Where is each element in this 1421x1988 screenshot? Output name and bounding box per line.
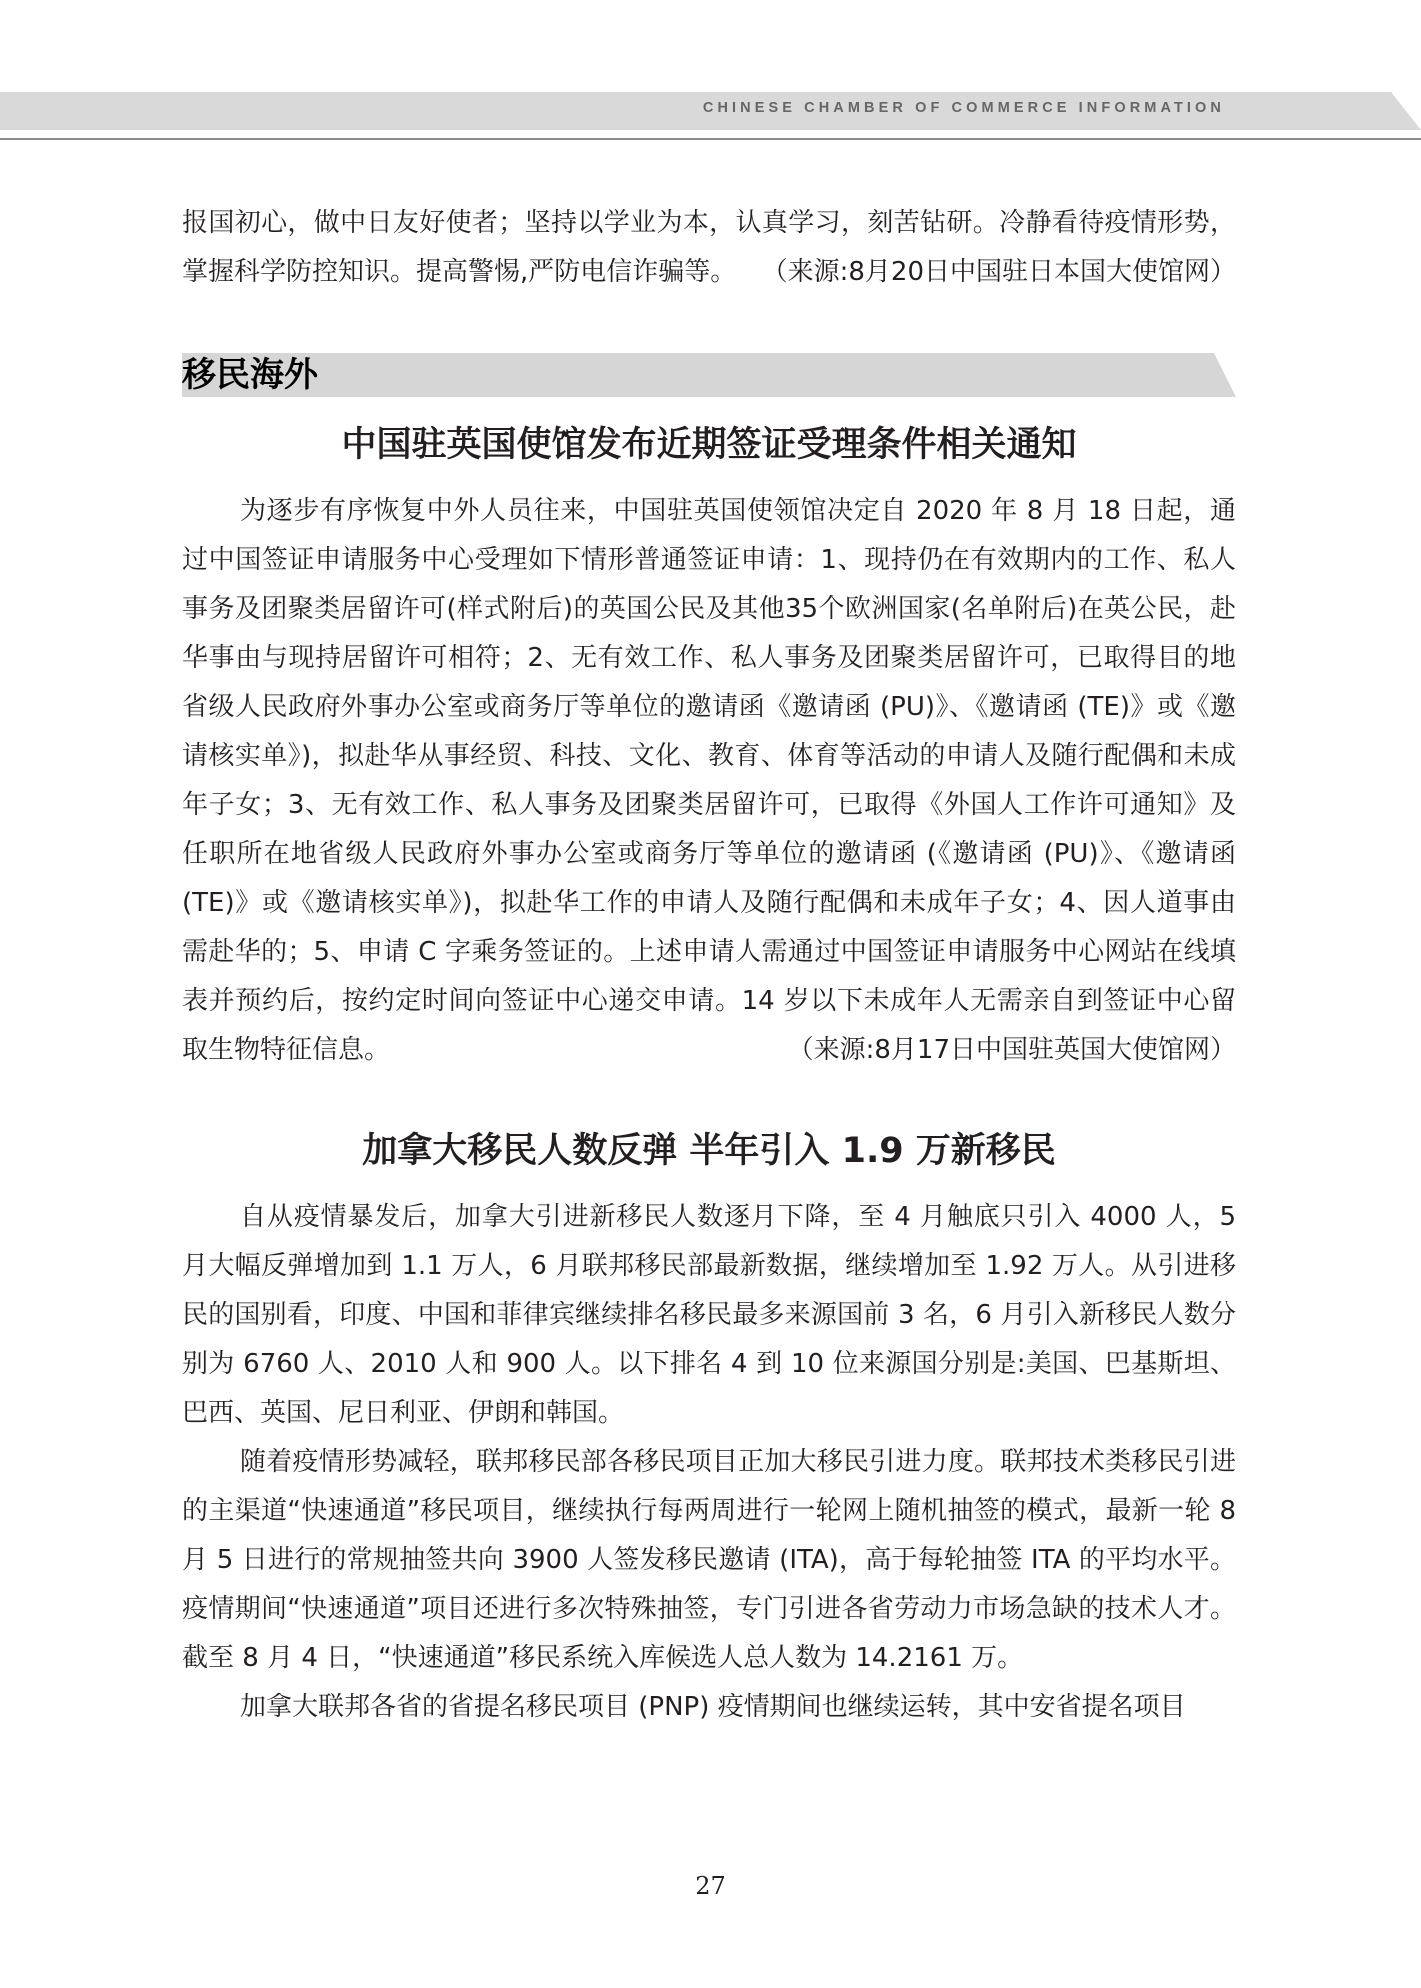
article-paragraph: 加拿大联邦各省的省提名移民项目 (PNP) 疫情期间也继续运转，其中安省提名项目 <box>240 1692 1186 1722</box>
section-band-notch <box>1214 353 1236 397</box>
header-rule <box>0 138 1421 140</box>
article-title: 加拿大移民人数反弹 半年引入 1.9 万新移民 <box>362 1131 1056 1171</box>
paragraph-text: 为逐步有序恢复中外人员往来，中国驻英国使领馆决定自 2020 年 8 月 18 日起，通过中国签证申请服务中心受理如下情形普通签证申请：1、现持仍在有效期内的工作、私人事务及团聚类居留许可(样式附后)的英国公民及其他35个欧洲国家(名单附后)在英公民，赴华事由与现持居留许可相符；2、无有效工作、私人事务及团聚类居留许可，已取得目的地省级人民政府外事办公室或商务厅等单位的邀请函《邀请函 (PU)》、《邀请函 (TE)》或《邀请核实单》)，拟赴华从事经贸、科技、文化、教育、体育等活动的申请人及随行配偶和未成年子女；3、无有效工作、私人事务及团聚类居留许可，已取得《外国人工作许可通知》及任职所在地省级人民政府外事办公室或商务厅等单位的邀请函 (《邀请函 (PU)》、《邀请函 (TE)》或《邀请核实单》)，拟赴华工作的申请人及随行配偶和未成年子女；4、因人道事由需赴华的；5、申请 C 字乘务签证的。上述申请人需通过中国签证申请服务中心网站在线填表并预约后，按约定时间向签证中心递交申请。14 岁以下未成年人无需亲自到签证中心留取生物特征信息。 <box>182 496 1236 1065</box>
article-source: （来源:8月17日中国驻英国大使馆网） <box>787 1035 1236 1065</box>
section-header <box>182 353 1236 397</box>
article-title: 中国驻英国使馆发布近期签证受理条件相关通知 <box>341 425 1077 465</box>
page-content <box>182 199 1236 1732</box>
spacer <box>182 1075 1236 1125</box>
article-uk-visa <box>182 419 1236 1075</box>
page-number: 27 <box>695 1872 726 1900</box>
intro-text: 报国初心，做中日友好使者；坚持以学业为本，认真学习，刻苦钻研。冷静看待疫情形势，掌握科学防控知识。提高警惕,严防电信诈骗等。 <box>182 208 1236 287</box>
intro-paragraph <box>182 199 1236 297</box>
section-title: 移民海外 <box>182 355 318 395</box>
spacer <box>182 297 1236 353</box>
article-canada-immigration <box>182 1125 1236 1732</box>
article-paragraph: 自从疫情暴发后，加拿大引进新移民人数逐月下降，至 4 月触底只引入 4000 人，5 月大幅反弹增加到 1.1 万人，6 月联邦移民部最新数据，继续增加至 1.92 万人。从引进移民的国别看，印度、中国和菲律宾继续排名移民最多来源国前 3 名，6 月引入新移民人数分别为 6760 人、2010 人和 900 人。以下排名 4 到 10 位来源国分别是:美国、巴基斯坦、巴西、英国、尼日利亚、伊朗和韩国。 <box>182 1202 1236 1428</box>
header-band-notch <box>1391 92 1421 130</box>
article-paragraph: 随着疫情形势减轻，联邦移民部各移民项目正加大移民引进力度。联邦技术类移民引进的主渠道“快速通道”移民项目，继续执行每两周进行一轮网上随机抽签的模式，最新一轮 8 月 5 日进行的常规抽签共向 3900 人签发移民邀请 (ITA)，高于每轮抽签 ITA 的平均水平。疫情期间“快速通道”项目还进行多次特殊抽签，专门引进各省劳动力市场急缺的技术人才。截至 8 月 4 日，“快速通道”移民系统入库候选人总人数为 14.2161 万。 <box>182 1447 1236 1673</box>
running-header: CHINESE CHAMBER OF COMMERCE INFORMATION <box>702 100 1225 116</box>
article-paragraph <box>182 487 1236 1075</box>
intro-source: （来源:8月20日中国驻日本国大使馆网） <box>761 257 1236 287</box>
